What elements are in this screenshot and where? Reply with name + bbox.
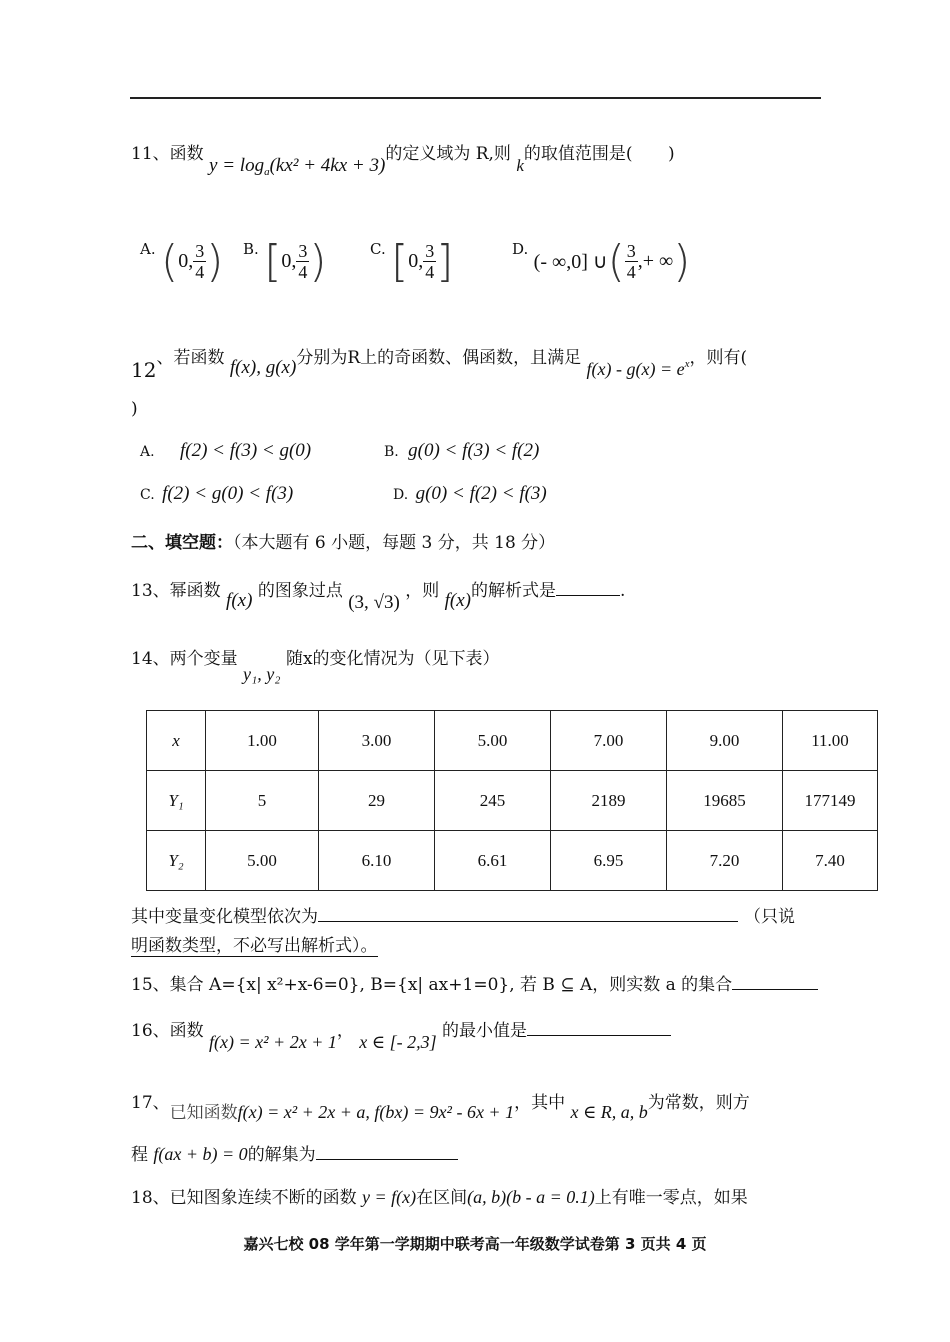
table-cell: Y₁ bbox=[147, 771, 206, 831]
table-cell: 6.61 bbox=[435, 831, 551, 891]
section-2-note: （本大题有 6 小题，每题 3 分，共 18 分） bbox=[233, 533, 556, 553]
table-cell: 7.00 bbox=[551, 711, 667, 771]
section-2-heading bbox=[131, 528, 555, 553]
table-cell: 7.20 bbox=[667, 831, 783, 891]
q18-func: y = f(x) bbox=[362, 1187, 417, 1207]
q13-func: f(x) bbox=[226, 590, 253, 611]
table-cell: 19685 bbox=[667, 771, 783, 831]
q12-option-a: A. f(2) < f(3) < g(0) bbox=[140, 440, 312, 461]
q12-option-d: D. g(0) < f(2) < f(3) bbox=[393, 483, 547, 504]
q14-after-tail: （只说 bbox=[744, 907, 795, 927]
q11-text-a: 的定义域为 R,则 bbox=[385, 144, 511, 164]
q14-data-table bbox=[146, 710, 878, 891]
q14-after-line-2: 明函数类型，不必写出解析式）。 bbox=[131, 931, 378, 957]
table-cell: 11.00 bbox=[783, 711, 878, 771]
table-cell: Y₂ bbox=[147, 831, 206, 891]
q12-option-c: C. f(2) < g(0) < f(3) bbox=[140, 483, 294, 504]
q14-vars: y₁, y₂ bbox=[243, 664, 281, 684]
question-12-line bbox=[131, 343, 748, 382]
q15-number: 15、 bbox=[131, 975, 170, 995]
q11-option-c: C. [0, $\frac{3}{4}$ ] bbox=[370, 236, 454, 287]
question-17-line-1 bbox=[131, 1088, 750, 1123]
q18-text-b: 上有唯一零点，如果 bbox=[594, 1188, 748, 1208]
table-cell: 5.00 bbox=[435, 711, 551, 771]
q11-lead: 函数 bbox=[169, 144, 204, 164]
table-cell: 9.00 bbox=[667, 711, 783, 771]
section-2-title: 二、填空题： bbox=[131, 533, 233, 553]
question-11-line bbox=[131, 139, 675, 178]
q17-line2-text: 的解集为 bbox=[247, 1145, 316, 1165]
q14-lead: 两个变量 bbox=[169, 649, 238, 669]
table-cell: 6.95 bbox=[551, 831, 667, 891]
q16-text: 的最小值是 bbox=[441, 1021, 527, 1041]
q13-tail: . bbox=[620, 581, 626, 601]
question-15-line bbox=[131, 970, 818, 995]
q13-number: 13、 bbox=[131, 581, 170, 601]
q17-lead: 已知函数 bbox=[169, 1103, 238, 1123]
q11-option-b: B. [0, $\frac{3}{4}$ ) bbox=[243, 236, 327, 287]
q17-text-a: ，其中 bbox=[514, 1093, 566, 1113]
q17-math: f(x) = x² + 2x + a, f(bx) = 9x² - 6x + 1 bbox=[237, 1102, 515, 1122]
q15-text: 集合 A={x| x²+x-6=0}, B={x| ax+1=0}, 若 B ⊆ A，则实数 a 的集合 bbox=[169, 975, 733, 995]
q12-close: ) bbox=[131, 399, 138, 419]
q12-number: 12 bbox=[131, 358, 157, 382]
q13-func2: f(x) bbox=[444, 590, 472, 611]
table-cell: 2189 bbox=[551, 771, 667, 831]
q11-close: ) bbox=[667, 144, 675, 164]
q18-lead: 已知图象连续不断的函数 bbox=[169, 1188, 357, 1208]
q17-number: 17、 bbox=[131, 1093, 170, 1113]
table-row bbox=[147, 771, 878, 831]
q11-number: 11、 bbox=[131, 144, 170, 164]
question-17-line-2 bbox=[131, 1140, 458, 1165]
q13-answer-blank bbox=[556, 579, 620, 596]
table-cell: 6.10 bbox=[319, 831, 435, 891]
q17-text-b: 为常数，则方 bbox=[647, 1093, 750, 1113]
q13-text-c: 的解析式是 bbox=[471, 581, 557, 601]
q16-comma: ， bbox=[336, 1021, 354, 1041]
table-cell: 177149 bbox=[783, 771, 878, 831]
q14-text-a: 随x的变化情况为（见下表） bbox=[285, 649, 500, 669]
q14-number: 14、 bbox=[131, 649, 170, 669]
q17-cond: x ∈ R, a, b bbox=[570, 1102, 648, 1122]
q14-answer-blank bbox=[318, 905, 738, 922]
q13-text-a: 的图象过点 bbox=[257, 581, 343, 601]
table-row bbox=[147, 711, 878, 771]
q17-line2-lead: 程 bbox=[131, 1145, 148, 1165]
q15-answer-blank bbox=[732, 973, 818, 990]
q16-answer-blank bbox=[527, 1019, 671, 1036]
q17-line2-math: f(ax + b) = 0 bbox=[153, 1144, 248, 1164]
q13-lead: 幂函数 bbox=[169, 581, 221, 601]
question-18-line bbox=[131, 1183, 748, 1208]
q13-text-b: ，则 bbox=[405, 581, 440, 601]
table-cell: 1.00 bbox=[206, 711, 319, 771]
q18-text-a: 在区间 bbox=[416, 1188, 468, 1208]
q16-func: f(x) = x² + 2x + 1 bbox=[209, 1032, 337, 1052]
table-row bbox=[147, 831, 878, 891]
q11-option-a: A. (0, $\frac{3}{4}$ ) bbox=[140, 236, 224, 287]
q11-option-d: D. (- ∞,0] ∪( $\frac{3}{4}$ ,+ ∞) bbox=[512, 236, 691, 287]
q16-domain: x ∈ [- 2,3] bbox=[359, 1032, 437, 1052]
question-14-line bbox=[131, 644, 500, 684]
q12-funcs: f(x), g(x) bbox=[229, 357, 297, 378]
question-13-line bbox=[131, 576, 626, 613]
top-rule bbox=[130, 97, 821, 99]
page-footer: 嘉兴七校 08 学年第一学期期中联考高一年级数学试卷第 3 页共 4 页 bbox=[243, 1235, 707, 1253]
q17-answer-blank bbox=[316, 1143, 458, 1160]
q14-after-text: 其中变量变化模型依次为 bbox=[131, 907, 318, 927]
table-cell: 29 bbox=[319, 771, 435, 831]
q12-option-b: B. g(0) < f(3) < f(2) bbox=[384, 440, 540, 461]
table-cell: x bbox=[147, 711, 206, 771]
table-cell: 7.40 bbox=[783, 831, 878, 891]
q18-number: 18、 bbox=[131, 1188, 170, 1208]
table-cell: 3.00 bbox=[319, 711, 435, 771]
q14-after-line-1 bbox=[131, 902, 795, 927]
q18-interval: (a, b)(b - a = 0.1) bbox=[467, 1187, 595, 1207]
table-cell: 5.00 bbox=[206, 831, 319, 891]
q11-text-b: 的取值范围是( bbox=[523, 144, 633, 164]
question-16-line bbox=[131, 1016, 671, 1052]
q12-lead: 、若函数 bbox=[156, 348, 225, 368]
q11-var-k: k bbox=[516, 156, 524, 175]
q12-text-b: ，则有( bbox=[689, 348, 748, 368]
q12-text-a: 分别为R上的奇函数、偶函数，且满足 bbox=[296, 348, 582, 368]
table-cell: 245 bbox=[435, 771, 551, 831]
table-cell: 5 bbox=[206, 771, 319, 831]
q16-lead: 函数 bbox=[169, 1021, 204, 1041]
q12-condition: $f(x) - g(x) = e^x$ bbox=[586, 358, 690, 379]
q16-number: 16、 bbox=[131, 1021, 170, 1041]
q11-function: $y = \log_a(kx^2 + 4kx + 3)$ bbox=[209, 155, 386, 178]
q13-point: (3, √3) bbox=[348, 592, 400, 613]
